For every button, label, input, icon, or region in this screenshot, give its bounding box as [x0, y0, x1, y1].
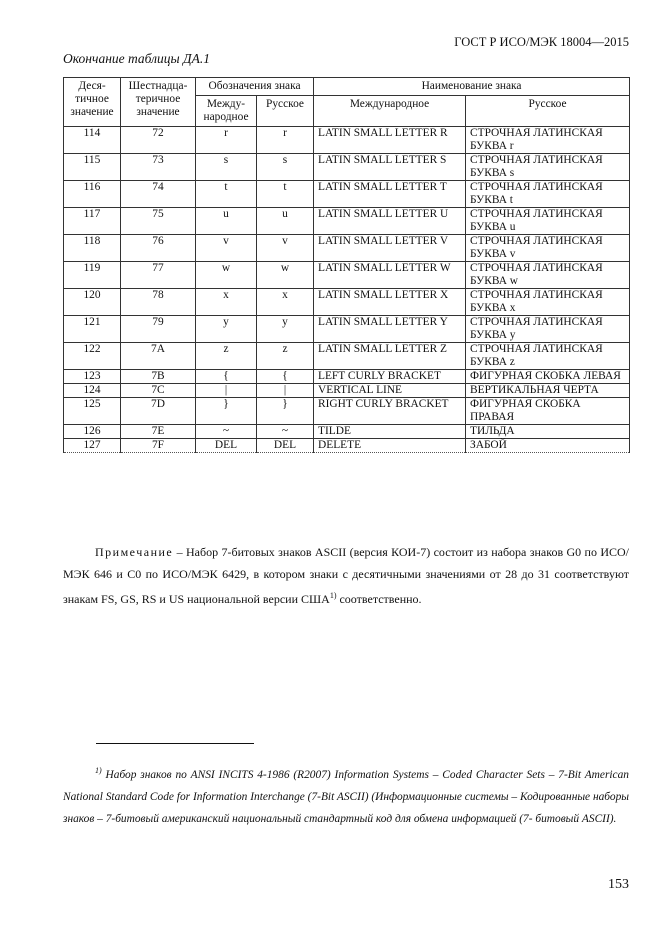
name-ru: ЗАБОЙ	[466, 439, 630, 453]
name-intl: LATIN SMALL LETTER R	[314, 127, 466, 154]
name-ru: СТРОЧНАЯ ЛАТИНСКАЯ БУКВА y	[466, 316, 630, 343]
header-name-group: Наименование знака	[314, 78, 630, 96]
designation-intl: {	[196, 370, 257, 384]
footnote	[63, 760, 629, 830]
hex-value: 7A	[121, 343, 196, 370]
designation-intl: |	[196, 384, 257, 398]
name-ru: ФИГУРНАЯ СКОБКА ПРАВАЯ	[466, 398, 630, 425]
designation-ru: ~	[257, 425, 314, 439]
table-row	[64, 181, 630, 208]
hex-value: 7E	[121, 425, 196, 439]
decimal-value: 122	[64, 343, 121, 370]
name-intl: LATIN SMALL LETTER U	[314, 208, 466, 235]
document-header: ГОСТ Р ИСО/МЭК 18004—2015	[454, 35, 629, 49]
name-intl: DELETE	[314, 439, 466, 453]
designation-ru: u	[257, 208, 314, 235]
header-hex: Шестнадца-теричное значение	[121, 78, 196, 127]
decimal-value: 115	[64, 154, 121, 181]
header-designation-ru: Русское	[257, 96, 314, 127]
name-intl: LATIN SMALL LETTER T	[314, 181, 466, 208]
designation-intl: v	[196, 235, 257, 262]
name-ru: СТРОЧНАЯ ЛАТИНСКАЯ БУКВА u	[466, 208, 630, 235]
page-number: 153	[608, 877, 629, 892]
designation-ru: v	[257, 235, 314, 262]
name-ru: СТРОЧНАЯ ЛАТИНСКАЯ БУКВА z	[466, 343, 630, 370]
table-row	[64, 398, 630, 425]
name-ru: ФИГУРНАЯ СКОБКА ЛЕВАЯ	[466, 370, 630, 384]
hex-value: 79	[121, 316, 196, 343]
name-intl: LATIN SMALL LETTER W	[314, 262, 466, 289]
hex-value: 7D	[121, 398, 196, 425]
designation-intl: r	[196, 127, 257, 154]
name-ru: СТРОЧНАЯ ЛАТИНСКАЯ БУКВА s	[466, 154, 630, 181]
designation-ru: y	[257, 316, 314, 343]
note-text-end: соответственно.	[336, 592, 422, 606]
hex-value: 73	[121, 154, 196, 181]
hex-value: 7F	[121, 439, 196, 453]
decimal-value: 116	[64, 181, 121, 208]
name-ru: СТРОЧНАЯ ЛАТИНСКАЯ БУКВА x	[466, 289, 630, 316]
name-ru: ВЕРТИКАЛЬНАЯ ЧЕРТА	[466, 384, 630, 398]
table-row	[64, 343, 630, 370]
table-row	[64, 289, 630, 316]
footnote-mark: 1)	[95, 766, 102, 775]
header-designation-group: Обозначения знака	[196, 78, 314, 96]
header-decimal: Деся-тичное значение	[64, 78, 121, 127]
decimal-value: 124	[64, 384, 121, 398]
hex-value: 7B	[121, 370, 196, 384]
table-row	[64, 127, 630, 154]
designation-ru: r	[257, 127, 314, 154]
decimal-value: 125	[64, 398, 121, 425]
table-row	[64, 154, 630, 181]
name-ru: СТРОЧНАЯ ЛАТИНСКАЯ БУКВА v	[466, 235, 630, 262]
hex-value: 78	[121, 289, 196, 316]
designation-ru: s	[257, 154, 314, 181]
note-paragraph	[63, 541, 629, 610]
designation-ru: x	[257, 289, 314, 316]
decimal-value: 117	[64, 208, 121, 235]
table-row	[64, 235, 630, 262]
decimal-value: 121	[64, 316, 121, 343]
name-intl: VERTICAL LINE	[314, 384, 466, 398]
note-footnote-ref: 1)	[329, 591, 337, 600]
name-intl: RIGHT CURLY BRACKET	[314, 398, 466, 425]
designation-intl: u	[196, 208, 257, 235]
name-ru: СТРОЧНАЯ ЛАТИНСКАЯ БУКВА r	[466, 127, 630, 154]
decimal-value: 123	[64, 370, 121, 384]
hex-value: 75	[121, 208, 196, 235]
footnote-separator	[96, 743, 254, 744]
designation-intl: y	[196, 316, 257, 343]
note-text: – Набор 7-битовых знаков ASCII (версия КОИ-7) состоит из набора знаков G0 по ИСО/МЭК 646 и C0 по ИСО/МЭК 6429, в котором знаки с десятичными значениями от 28 до 31 соответствуют знакам FS, GS, RS и US национальной версии США	[63, 545, 629, 606]
designation-ru: }	[257, 398, 314, 425]
footnote-text: Набор знаков по ANSI INCITS 4-1986 (R2007) Information Systems – Coded Character Sets – 7-Bit American National Standard Code for Information Interchange (7-Bit ASCII) (Информационные системы – Кодированные наборы знаков – 7-битовый американский национальный стандартный код для обмена информацией (7- битовый ASCII).	[63, 768, 629, 825]
decimal-value: 118	[64, 235, 121, 262]
table-row	[64, 439, 630, 453]
hex-value: 77	[121, 262, 196, 289]
designation-intl: w	[196, 262, 257, 289]
name-ru: ТИЛЬДА	[466, 425, 630, 439]
hex-value: 74	[121, 181, 196, 208]
designation-intl: DEL	[196, 439, 257, 453]
name-intl: TILDE	[314, 425, 466, 439]
table-row	[64, 384, 630, 398]
name-ru: СТРОЧНАЯ ЛАТИНСКАЯ БУКВА t	[466, 181, 630, 208]
designation-intl: z	[196, 343, 257, 370]
table-row	[64, 316, 630, 343]
designation-ru: |	[257, 384, 314, 398]
name-intl: LATIN SMALL LETTER V	[314, 235, 466, 262]
name-intl: LATIN SMALL LETTER S	[314, 154, 466, 181]
name-ru: СТРОЧНАЯ ЛАТИНСКАЯ БУКВА w	[466, 262, 630, 289]
table-row	[64, 370, 630, 384]
designation-intl: ~	[196, 425, 257, 439]
name-intl: LEFT CURLY BRACKET	[314, 370, 466, 384]
hex-value: 7C	[121, 384, 196, 398]
table-row	[64, 425, 630, 439]
name-intl: LATIN SMALL LETTER X	[314, 289, 466, 316]
designation-intl: }	[196, 398, 257, 425]
hex-value: 76	[121, 235, 196, 262]
designation-ru: DEL	[257, 439, 314, 453]
decimal-value: 114	[64, 127, 121, 154]
decimal-value: 127	[64, 439, 121, 453]
name-intl: LATIN SMALL LETTER Z	[314, 343, 466, 370]
header-name-intl: Международное	[314, 96, 466, 127]
decimal-value: 126	[64, 425, 121, 439]
note-label: Примечание	[95, 545, 174, 559]
decimal-value: 120	[64, 289, 121, 316]
hex-value: 72	[121, 127, 196, 154]
designation-intl: s	[196, 154, 257, 181]
designation-intl: t	[196, 181, 257, 208]
designation-ru: {	[257, 370, 314, 384]
header-designation-intl: Между-народное	[196, 96, 257, 127]
name-intl: LATIN SMALL LETTER Y	[314, 316, 466, 343]
decimal-value: 119	[64, 262, 121, 289]
table-row	[64, 208, 630, 235]
table-title: Окончание таблицы ДА.1	[63, 51, 210, 66]
designation-ru: z	[257, 343, 314, 370]
designation-ru: t	[257, 181, 314, 208]
table-row	[64, 262, 630, 289]
header-name-ru: Русское	[466, 96, 630, 127]
character-table	[63, 77, 630, 453]
designation-intl: x	[196, 289, 257, 316]
designation-ru: w	[257, 262, 314, 289]
